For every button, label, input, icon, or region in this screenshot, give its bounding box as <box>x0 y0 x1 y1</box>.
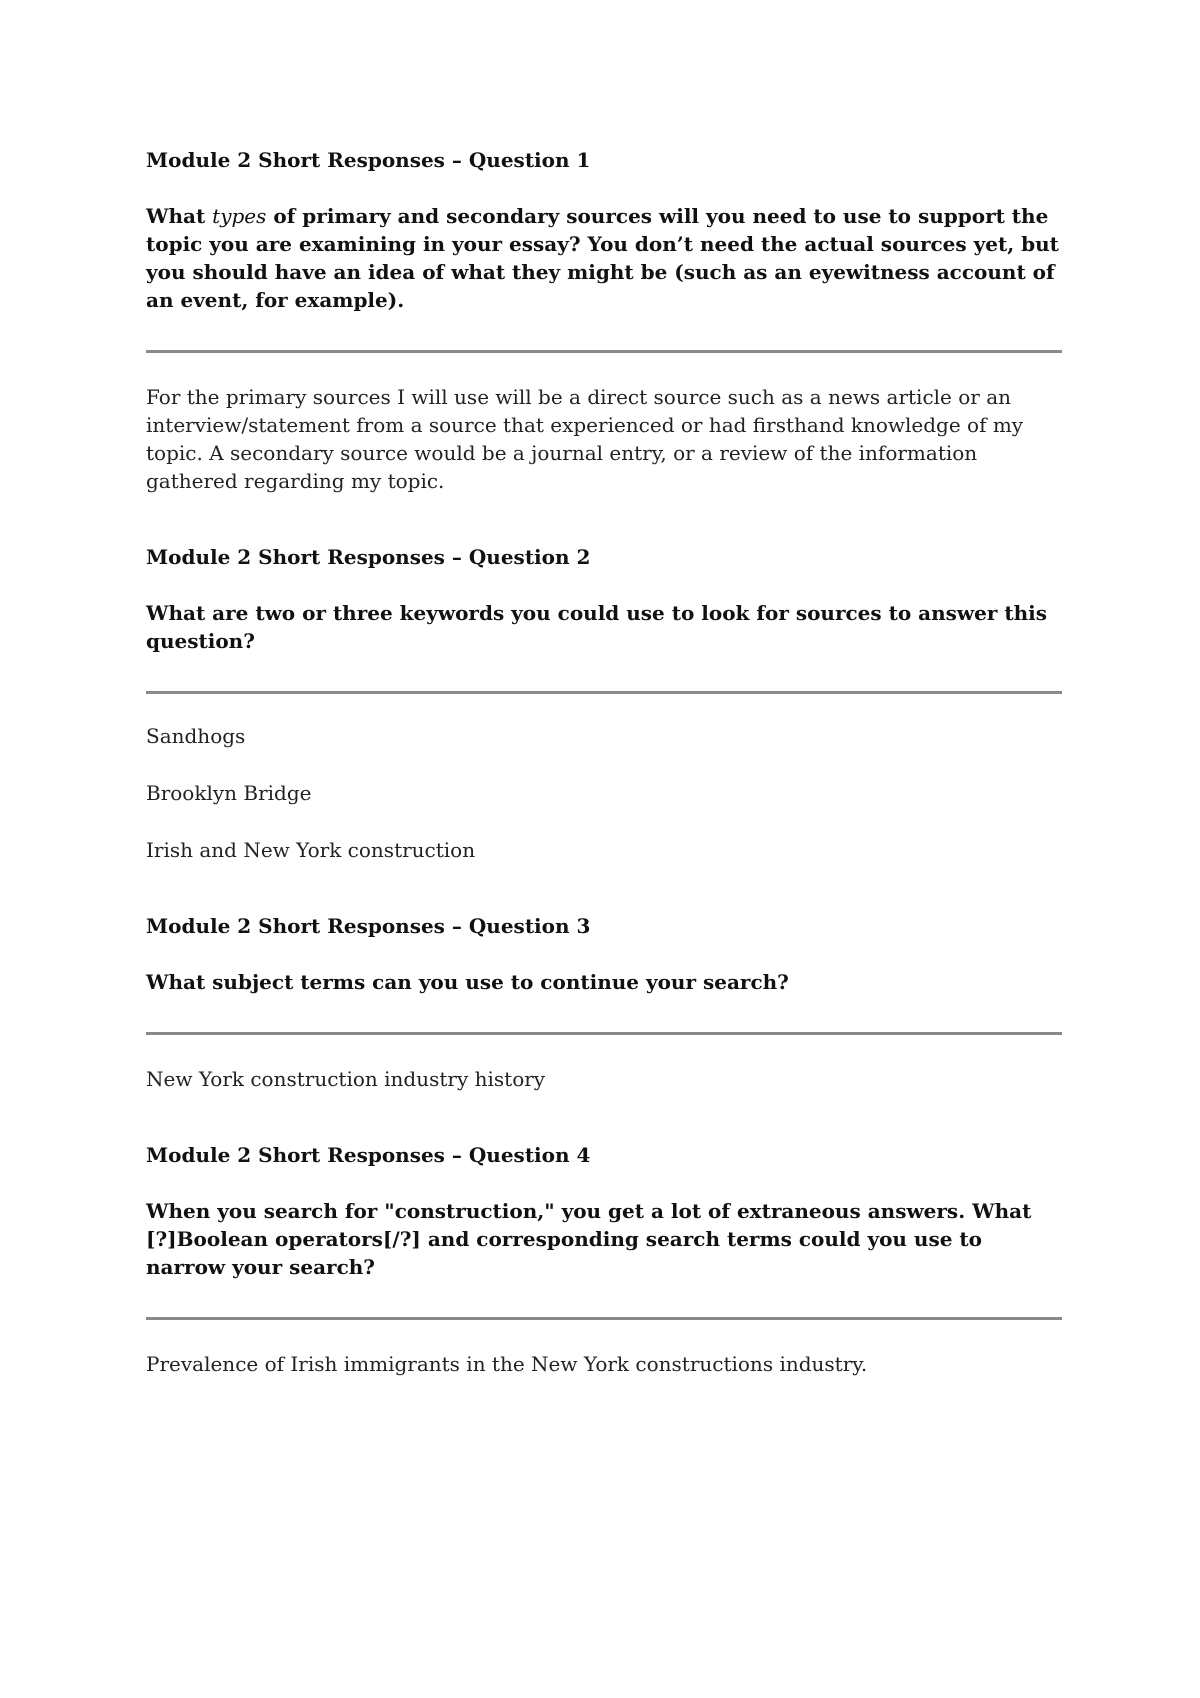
question-4-answer: Prevalence of Irish immigrants in the New York constructions industry. <box>146 1352 868 1376</box>
question-2-divider <box>146 691 1062 694</box>
question-2-answer-1: Sandhogs <box>146 724 246 748</box>
question-3-answer: New York construction industry history <box>146 1067 546 1091</box>
question-1-section <box>146 146 1062 495</box>
question-2-heading: Module 2 Short Responses – Question 2 <box>146 545 591 569</box>
question-2-prompt: What are two or three keywords you could use to look for sources to answer this question? <box>146 601 1047 653</box>
question-3-prompt: What subject terms can you use to continue your search? <box>146 970 789 994</box>
document-page <box>146 146 1062 1378</box>
question-3-section <box>146 912 1062 1093</box>
question-1-prompt-rest: of primary and secondary sources will you need to use to support the topic you are examining in your essay? You don’t need the actual sources yet, but you should have an idea of what they might be (such as an eyewitness account of an event, for example). <box>146 204 1059 312</box>
question-4-section <box>146 1141 1062 1378</box>
question-1-heading: Module 2 Short Responses – Question 1 <box>146 148 591 172</box>
question-1-prompt-start: What <box>146 204 213 228</box>
question-4-heading: Module 2 Short Responses – Question 4 <box>146 1143 591 1167</box>
question-4-divider <box>146 1317 1062 1320</box>
question-2-answer-3: Irish and New York construction <box>146 838 476 862</box>
question-2-section <box>146 543 1062 864</box>
question-1-divider <box>146 350 1062 353</box>
question-1-answer: For the primary sources I will use will be a direct source such as a news article or an interview/statement from a source that experienced or had firsthand knowledge of my topic. A secondary source would be a journal entry, or a review of the information gathered regarding my topic. <box>146 385 1024 493</box>
question-3-heading: Module 2 Short Responses – Question 3 <box>146 914 591 938</box>
question-1-prompt-emphasis: types <box>212 204 267 228</box>
question-1-prompt <box>146 202 1062 314</box>
question-4-prompt: When you search for "construction," you get a lot of extraneous answers. What [?]Boolean operators[/?] and corresponding search terms could you use to narrow your search? <box>146 1199 1032 1279</box>
question-3-divider <box>146 1032 1062 1035</box>
question-2-answer-2: Brooklyn Bridge <box>146 781 312 805</box>
